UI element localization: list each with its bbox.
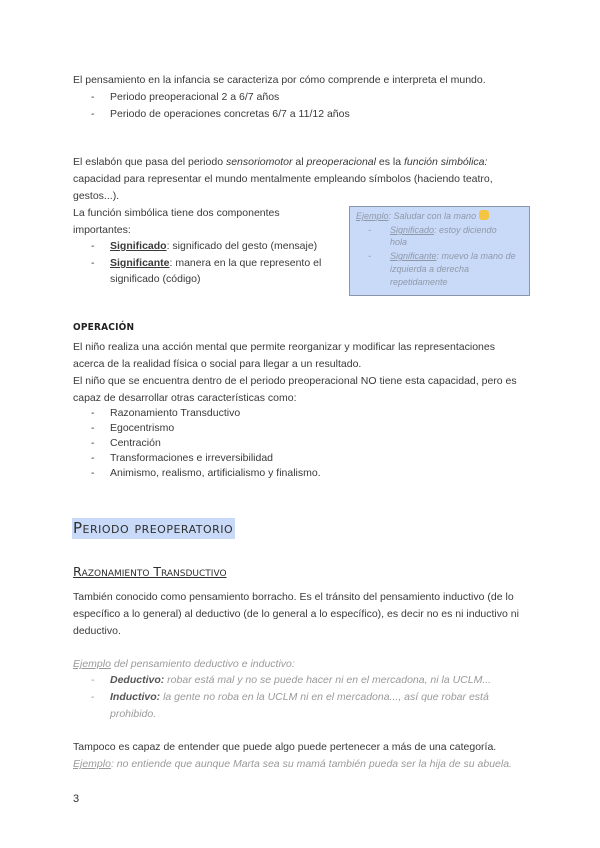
page-number: 3 <box>73 793 80 805</box>
callout-dash: - <box>368 225 371 235</box>
waving-hand-icon <box>479 210 489 220</box>
eslabon-line-3: gestos...). <box>73 190 120 202</box>
tampoco-ejemplo: Ejemplo: no entiende que aunque Marta sea su mamá también pueda ser la hija de su abuela. <box>73 758 512 770</box>
operacion-line-1: El niño realiza una acción mental que permite reorganizar y modificar las representaciones <box>73 341 495 353</box>
eslabon-line-1: El eslabón que pasa del periodo sensoriomotor al preoperacional es la función simbólica: <box>73 156 488 168</box>
heading-periodo-preoperatorio: Periodo preoperatorio <box>73 519 234 537</box>
callout-item-continuation: repetidamente <box>390 277 448 287</box>
eslabon-line-2: capacidad para representar el mundo mentalmente empleando símbolos (haciendo teatro, <box>73 173 493 185</box>
callout-item: Significante: muevo la mano de <box>390 251 516 261</box>
callout-item-continuation: hola <box>390 237 408 247</box>
operacion-line-3: El niño que se encuentra dentro de el periodo preoperacional NO tiene esta capacidad, pero es <box>73 375 517 387</box>
callout-dash: - <box>368 251 371 261</box>
transductivo-line-1: También conocido como pensamiento borracho. Es el tránsito del pensamiento inductivo (de lo <box>73 591 514 603</box>
tampoco-line: Tampoco es capaz de entender que puede algo puede pertenecer a más de una categoría. <box>73 741 497 753</box>
ejemplo-title: Ejemplo del pensamiento deductivo e inductivo: <box>73 658 295 670</box>
operacion-line-2: acerca de la realidad física o social para llegar a un resultado. <box>73 358 362 370</box>
eslabon-line-5: importantes: <box>73 224 131 236</box>
eslabon-line-4: La función simbólica tiene dos componentes <box>73 207 280 219</box>
transductivo-line-3: deductivo. <box>73 625 121 637</box>
operacion-line-4: capaz de desarrollar otras características como: <box>73 392 297 404</box>
list-item-continuation: prohibido. <box>110 708 157 720</box>
callout-item-continuation: izquierda a derecha <box>390 264 470 274</box>
list-item-continuation: significado (código) <box>110 273 201 285</box>
callout-title: Ejemplo: Saludar con la mano <box>356 210 489 223</box>
heading-razonamiento-transductivo: Razonamiento Transductivo <box>73 564 227 579</box>
example-callout <box>349 206 530 296</box>
document-page: El pensamiento en la infancia se caracteriza por cómo comprende e interpreta el mundo. - Periodo preoperacional 2 a 6/7 años - Periodo de operaciones concretas 6/7 a 11/12 años El eslabón que pasa del periodo sensoriomotor al preoperacional es la función simbólica: capacidad para representar el mundo mentalmente empleando símbolos (haciendo teatro, gestos...). La función simbólica tiene dos componentes importantes: - Significado: significado del gesto (mensaje) - Significante: manera en la que represento el significado (código) Ejemplo: Saludar con la mano - Significado: estoy diciendo hola - Significante: muevo la mano de izquierda a derecha repetidamente OPERACIÓN El niño realiza una acción mental que permite reorganizar y modificar las representaciones acerca de la realidad física o social para llegar a un resultado. El niño que se encuentra dentro de el periodo preoperacional NO tiene esta capacidad, pero es capaz de desarrollar otras características como: - Razonamiento Transductivo - Egocentrismo - Centración - Transformaciones e irreversibilidad - Animismo, realismo, artificialismo y finalismo. Periodo preoperatorio Razonamiento Transductivo También conocido como pensamiento borracho. Es el tránsito del pensamiento inductivo (de lo específico a lo general) al deductivo (de lo general a lo específico), es decir no es ni inductivo ni deductivo. Ejemplo del pensamiento deductivo e inductivo: - Deductivo: robar está mal y no se puede hacer ni en el mercadona, ni la UCLM... - Inductivo: la gente no roba en la UCLM ni en el mercadona..., así que robar está prohibido. Tampoco es capaz de entender que puede algo puede pertenecer a más de una categoría. Ejemplo: no entiende que aunque Marta sea su mamá también pueda ser la hija de su abuela. 3 <box>0 0 600 848</box>
transductivo-line-2: específico a lo general) al deductivo (de lo general a lo específico), es decir no es ni inductivo ni <box>73 608 519 620</box>
section-title-operacion: OPERACIÓN <box>73 322 135 333</box>
intro-line: El pensamiento en la infancia se caracteriza por cómo comprende e interpreta el mundo. <box>73 74 486 86</box>
callout-item: Significado: estoy diciendo <box>390 225 497 235</box>
